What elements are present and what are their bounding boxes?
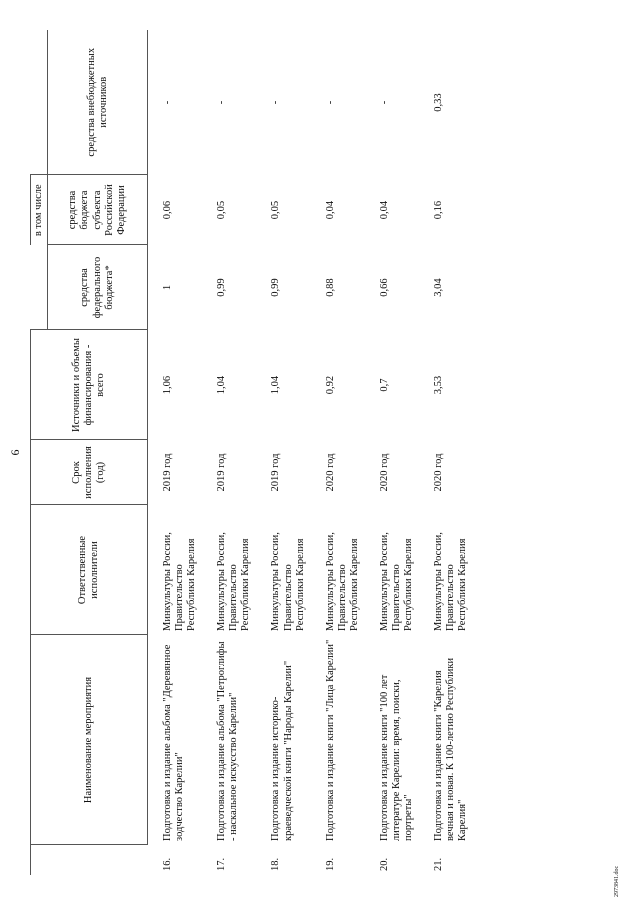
row-name: Подготовка и издание книги "Карелия вечная и новая. К 100-летию Республики Карелия" [433,657,469,841]
row-extra: - [378,100,390,105]
financing-table [30,30,479,875]
table-row [208,30,262,875]
row-term: 2019 год [162,453,174,492]
row-extra: - [216,100,228,105]
row-name: Подготовка и издание альбома "Петроглифы - наскальное искусство Карелии" [216,641,240,841]
header-num [31,845,148,875]
row-total: 3,53 [433,375,444,395]
row-regional: 0,05 [216,200,228,220]
row-total: 0,7 [378,378,390,392]
row-executors: Минкультуры России, Правительство Республики Карелия [162,532,198,631]
header-total: Источники и объемы финансирования - всего [31,330,148,440]
row-regional: 0,16 [433,200,444,220]
row-term: 2020 год [433,453,444,492]
page-number: 6 [8,449,22,456]
header-including: в том числе [31,175,48,245]
row-name: Подготовка и издание историко-краеведческой книги "Народы Карелии" [270,660,294,841]
header-extra-spacer [31,30,48,175]
row-regional: 0,06 [162,200,174,220]
row-federal: 1 [162,284,174,291]
row-federal: 0,66 [378,278,390,297]
row-term: 2019 год [270,453,282,492]
row-total: 1,06 [162,375,174,395]
row-regional: 0,04 [378,200,390,220]
row-federal: 0,88 [324,278,336,297]
table-row [317,30,371,875]
header-federal-spacer [31,245,48,330]
row-extra: 0,33 [433,93,444,112]
row-executors: Минкультуры России, Правительство Республики Карелия [378,532,414,631]
row-number: 16. [161,857,173,871]
table-row [262,30,316,875]
table-row [371,30,425,875]
row-number: 20. [378,857,390,871]
row-name: Подготовка и издание книги "100 лет литературе Карелии: время, поиски, портреты" [378,674,414,841]
row-federal: 3,04 [433,278,444,297]
header-federal: средства федерального бюджета* [48,245,148,330]
header-regional: средства бюджета субъекта Российской Федерации [48,175,148,245]
header-name: Наименование мероприятия [31,635,148,845]
row-federal: 0,99 [216,278,228,297]
row-term: 2020 год [324,453,336,492]
table-row [425,30,479,875]
row-executors: Минкультуры России, Правительство Республики Карелия [216,532,252,631]
document-id: 2973841.doc [614,865,620,897]
row-name: Подготовка и издание книги "Лица Карелии" [324,639,336,841]
header-term: Срок исполнения (год) [31,440,148,505]
row-term: 2019 год [216,453,228,492]
row-executors: Минкультуры России, Правительство Республики Карелия [324,532,360,631]
header-executors: Ответственные исполнители [31,505,148,635]
row-number: 19. [324,857,336,871]
row-number: 21. [433,857,444,871]
row-total: 1,04 [216,375,228,395]
row-regional: 0,05 [270,200,282,220]
row-regional: 0,04 [324,200,336,220]
row-extra: - [270,100,282,105]
row-name: Подготовка и издание альбома "Деревянное зодчество Карелии" [162,644,186,841]
row-number: 18. [270,857,282,871]
row-executors: Минкультуры России, Правительство Республики Карелия [270,532,306,631]
row-total: 0,92 [324,375,336,395]
row-total: 1,04 [270,375,282,395]
row-extra: - [324,100,336,105]
header-extra: средства внебюджетных источников [48,30,148,175]
row-federal: 0,99 [270,278,282,297]
row-term: 2020 год [378,453,390,492]
row-extra: - [162,100,174,105]
row-executors: Минкультуры России, Правительство Республики Карелия [433,532,469,631]
row-number: 17. [216,857,228,871]
table-row [148,30,209,875]
